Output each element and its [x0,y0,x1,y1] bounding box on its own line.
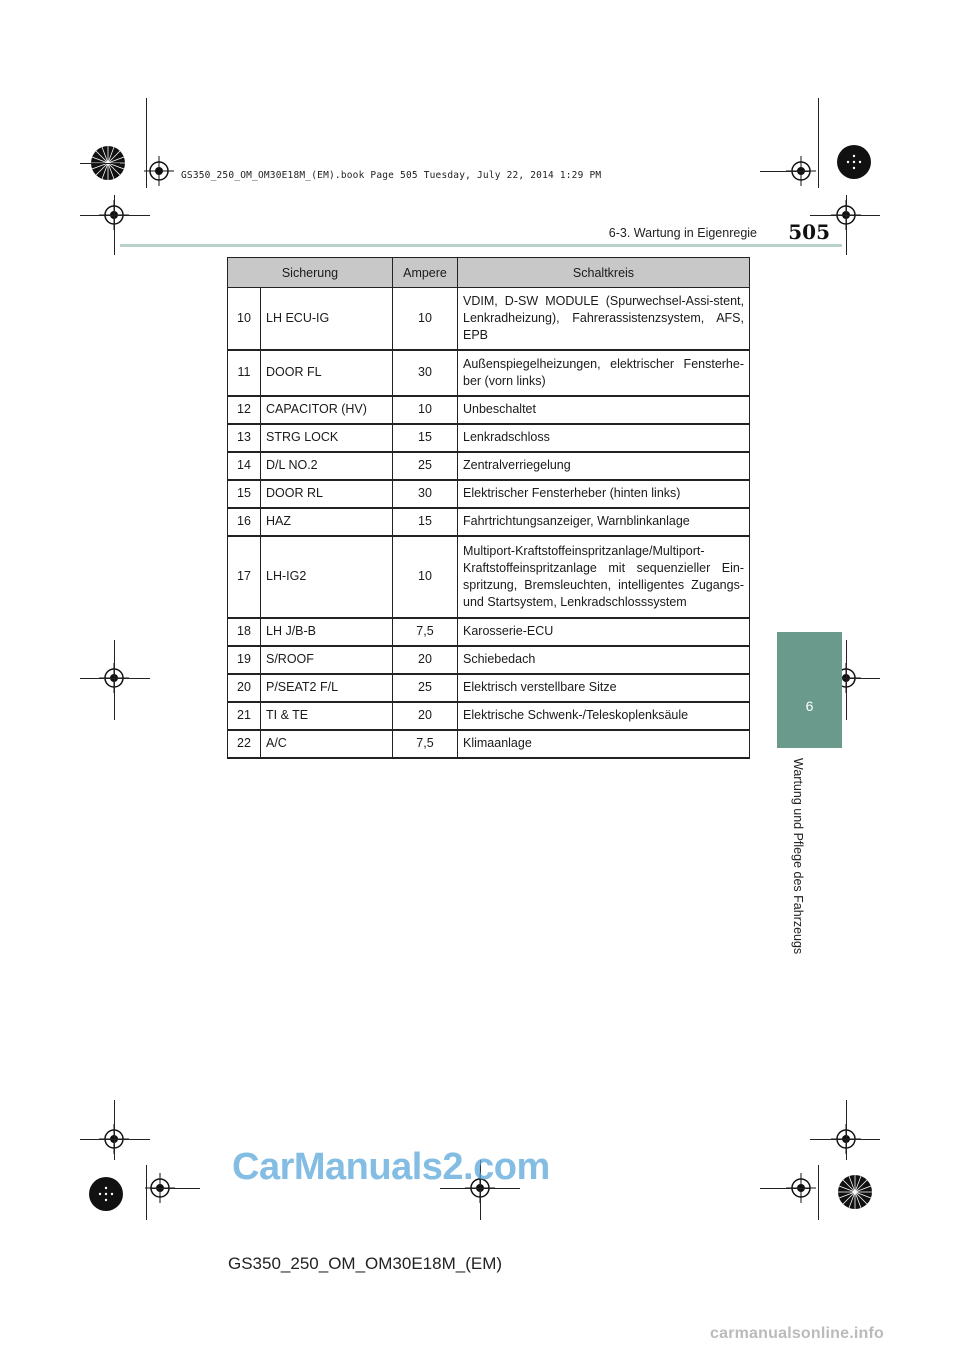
fuse-circuit: Multiport-Kraftstoffeinspritzanlage/Multiport-Kraftstoffeinspritzanlage mit sequenzieller Ein-spritzung, Bremsleuchten, intelligentes Zugangs- und Startsystem, Lenkradschlosssystem [458,536,750,618]
book-info-line: GS350_250_OM_OM30E18M_(EM).book Page 505 Tuesday, July 22, 2014 1:29 PM [181,170,602,181]
fuse-ampere: 25 [393,452,458,480]
table-row [228,674,750,702]
fuse-circuit: Karosserie-ECU [458,618,750,646]
table-row [228,536,750,618]
table-row [228,730,750,758]
fuse-number: 20 [228,674,261,702]
fuse-circuit: Elektrische Schwenk-/Teleskoplenksäule [458,702,750,730]
fuse-ampere: 15 [393,508,458,536]
fuse-circuit: Klimaanlage [458,730,750,758]
footer-manual-code: GS350_250_OM_OM30E18M_(EM) [228,1254,503,1273]
fuse-number: 21 [228,702,261,730]
page-number: 505 [788,220,830,244]
fuse-name: TI & TE [261,702,393,730]
table-header-row [228,258,750,288]
fuse-circuit: Unbeschaltet [458,396,750,424]
table-row [228,350,750,396]
table-row [228,396,750,424]
fuse-ampere: 7,5 [393,730,458,758]
page-header [120,220,842,244]
fuse-ampere: 10 [393,396,458,424]
crosshair-mark-icon [144,156,174,186]
fuse-number: 10 [228,288,261,350]
fuse-name: DOOR FL [261,350,393,396]
fuse-number: 12 [228,396,261,424]
fuse-number: 18 [228,618,261,646]
fuse-circuit: Schiebedach [458,646,750,674]
site-watermark: carmanualsonline.info [710,1325,885,1342]
fuse-ampere: 7,5 [393,618,458,646]
fuse-name: DOOR RL [261,480,393,508]
fuse-circuit: Elektrisch verstellbare Sitze [458,674,750,702]
fuse-number: 17 [228,536,261,618]
table-row [228,288,750,350]
table-row [228,480,750,508]
header-fuse: Sicherung [228,258,393,288]
fuse-name: D/L NO.2 [261,452,393,480]
fuse-ampere: 15 [393,424,458,452]
table-row [228,646,750,674]
fuse-number: 13 [228,424,261,452]
fuse-ampere: 20 [393,646,458,674]
fuse-ampere: 10 [393,288,458,350]
watermark-logo: CarManuals2.com [232,1146,550,1188]
table-row [228,452,750,480]
fuse-circuit: VDIM, D-SW MODULE (Spurwechsel-Assi-stent, Lenkradheizung), Fahrerassistenzsystem, AFS, EPB [458,288,750,350]
fuse-circuit: Außenspiegelheizungen, elektrischer Fensterhe-ber (vorn links) [458,350,750,396]
chapter-tab [777,632,842,748]
table-row [228,424,750,452]
fuse-name: LH ECU-IG [261,288,393,350]
fuse-name: S/ROOF [261,646,393,674]
fuse-name: STRG LOCK [261,424,393,452]
sunburst-mark-icon [835,1172,875,1212]
dotted-disc-mark-icon [835,143,873,181]
header-rule [120,244,842,247]
fuse-number: 19 [228,646,261,674]
chapter-side-title [777,758,817,958]
chapter-number: 6 [805,698,814,714]
fuse-circuit: Elektrischer Fensterheber (hinten links) [458,480,750,508]
table-row [228,618,750,646]
fuse-name: LH J/B-B [261,618,393,646]
fuse-number: 14 [228,452,261,480]
table-row [228,702,750,730]
fuse-ampere: 10 [393,536,458,618]
header-ampere: Ampere [393,258,458,288]
fuse-name: CAPACITOR (HV) [261,396,393,424]
fuse-ampere: 30 [393,480,458,508]
fuse-number: 16 [228,508,261,536]
fuse-number: 11 [228,350,261,396]
fuse-table [227,257,750,759]
fuse-name: LH-IG2 [261,536,393,618]
fuse-ampere: 25 [393,674,458,702]
fuse-circuit: Zentralverriegelung [458,452,750,480]
table-row [228,508,750,536]
fuse-number: 15 [228,480,261,508]
fuse-name: A/C [261,730,393,758]
section-title: 6-3. Wartung in Eigenregie [608,226,757,240]
fuse-ampere: 30 [393,350,458,396]
fuse-circuit: Fahrtrichtungsanzeiger, Warnblinkanlage [458,508,750,536]
fuse-name: HAZ [261,508,393,536]
fuse-circuit: Lenkradschloss [458,424,750,452]
fuse-number: 22 [228,730,261,758]
fuse-name: P/SEAT2 F/L [261,674,393,702]
header-circuit: Schaltkreis [458,258,750,288]
chapter-title: Wartung und Pflege des Fahrzeugs [791,758,805,955]
dotted-disc-mark-icon [87,1175,125,1213]
fuse-ampere: 20 [393,702,458,730]
